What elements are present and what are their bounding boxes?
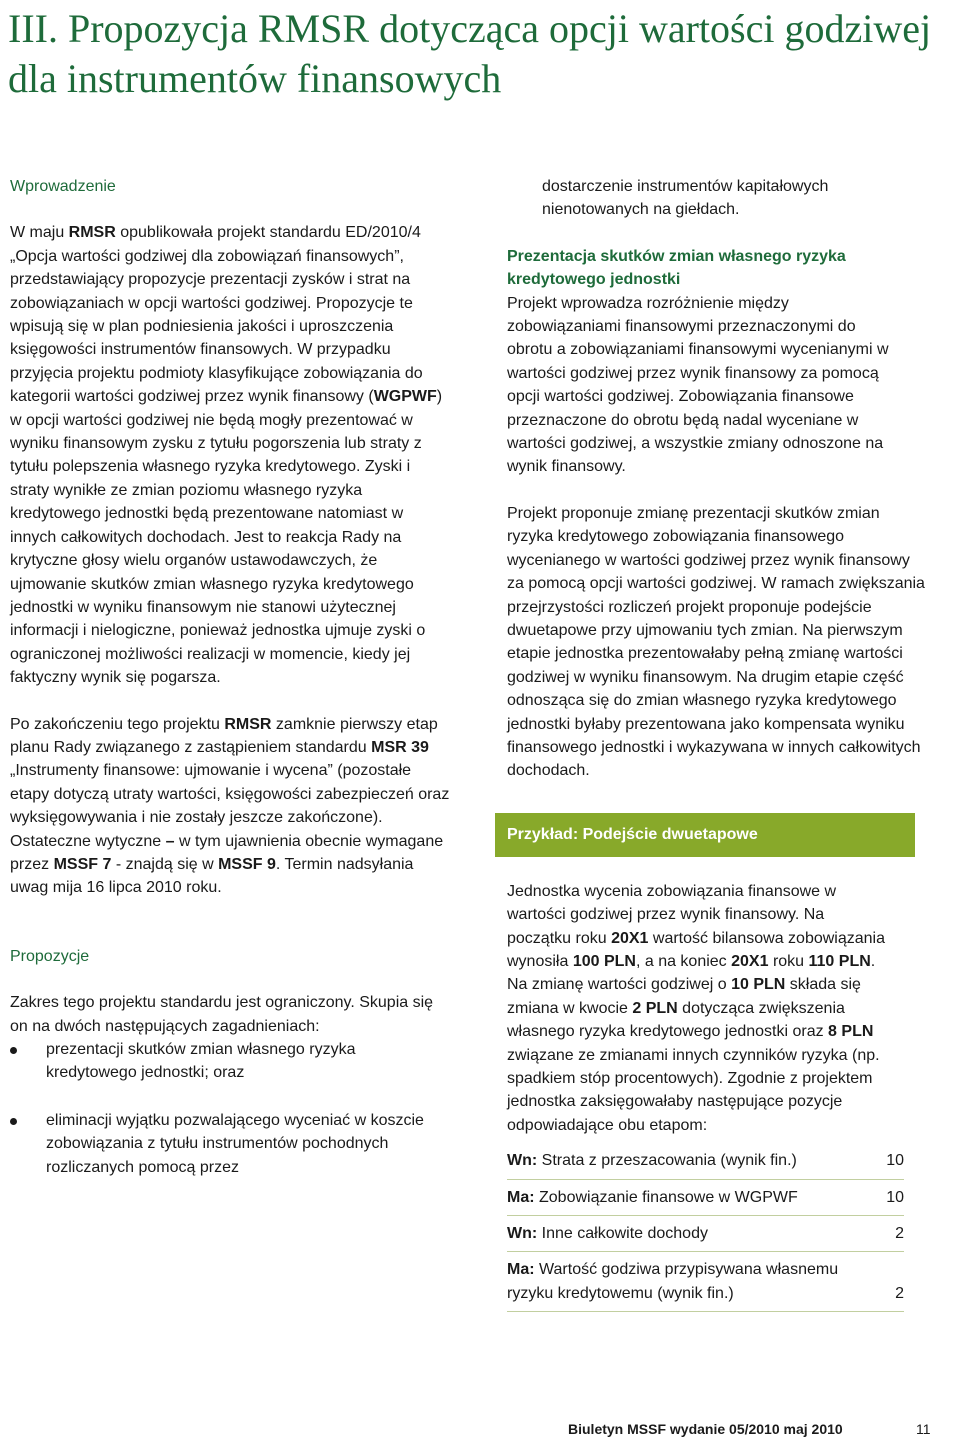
section-heading-wprowadzenie: Wprowadzenie [10, 178, 116, 195]
journal-entry-row: Ma: Zobowiązanie finansowe w WGPWF 10 [507, 1180, 904, 1216]
journal-entry-row: Wn: Inne całkowite dochody 2 [507, 1216, 904, 1252]
proposals-list [10, 1038, 450, 1179]
subsection-heading: Prezentacja skutków zmian własnego ryzyka kredytowego jednostki [507, 247, 846, 289]
journal-entry-row: Wn: Strata z przeszacowania (wynik fin.) 10 [507, 1143, 904, 1179]
left-column [10, 175, 450, 1179]
bullet-icon [10, 1118, 17, 1125]
section-heading-propozycje: Propozycje [10, 947, 90, 965]
continued-text: dostarczenie instrumentów kapitałowych nienotowanych na giełdach. [542, 178, 829, 219]
page-title: III. Propozycja RMSR dotycząca opcji wartości godziwej dla instrumentów finansowych [8, 6, 932, 101]
right-column [507, 175, 927, 1312]
page-number: 11 [916, 1421, 931, 1437]
distinction-paragraph: Projekt wprowadza rozróżnienie między zobowiązaniami finansowymi przeznaczonymi do obrotu a zobowiązaniami finansowymi wycenianymi w wartości godziwej przez wynik finansowy za pomocą opcji wartości godziwej. Zobowiązania finansowe przeznaczone do obrotu będą nadal wyceniane w wartości godziwej, a wszystkie zmiany odnoszone na wynik finansowy. [507, 294, 889, 476]
journal-entries [507, 1143, 927, 1312]
list-item: prezentacji skutków zmian własnego ryzyka kredytowego jednostki; oraz [10, 1038, 450, 1085]
journal-entry-row: Ma: Wartość godziwa przypisywana własnemu ryzyku kredytowemu (wynik fin.) 2 [507, 1252, 904, 1312]
footer-publication: Biuletyn MSSF wydanie 05/2010 maj 2010 [568, 1421, 843, 1437]
intro-paragraph: W maju RMSR opublikowała projekt standardu ED/2010/4 „Opcja wartości godziwej dla zobowiązań finansowych”, przedstawiający propozycje prezentacji zysków i strat na zobowiązaniach w opcji wartości godziwej. Propozycje te wpisują się w plan podniesienia jakości i uproszczenia księgowości instrumentów finansowych. W przypadku przyjęcia projektu podmioty klasyfikujące zobowiązania do kategorii wartości godziwej przez wynik finansowy (WGPWF) w opcji wartości godziwej nie będą mogły prezentować w wyniku finansowym zysku z tytułu pogorszenia lub straty z tytułu polepszenia własnego ryzyka kredytowego. Zyski i straty wynikłe ze zmian poziomu własnego ryzyka kredytowego jednostki będą prezentowane natomiast w innych całkowitych dochodach. Jest to reakcja Rady na krytyczne głosy wielu organów ustawodawczych, że ujmowanie skutków zmian własnego ryzyka kredytowego jednostki w wyniku finansowym nie stanowi użytecznej informacji i nielogiczne, ponieważ jednostka ujmuje zyski o ograniczonej możliwości realizacji w momencie, kiedy jej faktyczny wynik się pogarsza. [10, 224, 443, 687]
proposals-paragraph: Zakres tego projektu standardu jest ograniczony. Skupia się on na dwóch następujących zagadnieniach: [10, 994, 434, 1035]
proposal-paragraph: Projekt proponuje zmianę prezentacji skutków zmian ryzyka kredytowego zobowiązania finansowego wycenianego w wartości godziwej przez wynik finansowy za pomocą opcji wartości godziwej. W ramach zwiększania przejrzystości rozliczeń projekt proponuje podejście dwuetapowe przy ujmowaniu tych zmian. Na pierwszym etapie jednostka prezentowałaby pełną zmianę wartości godziwej w wyniku finansowym. Na drugim etapie część odnosząca się do zmian własnego ryzyka kredytowego jednostki byłaby prezentowana jako kompensata wyniku finansowego jednostki i wykazywana w innych całkowitych dochodach. [507, 504, 925, 780]
example-paragraph: Jednostka wycenia zobowiązania finansowe w wartości godziwej przez wynik finansowy. Na początku roku 20X1 wartość bilansowa zobowiązania wynosiła 100 PLN, a na koniec 20X1 roku 110 PLN. Na zmianę wartości godziwej o 10 PLN składa się zmiana w kwocie 2 PLN dotycząca zwiększenia własnego ryzyka kredytowego jednostki oraz 8 PLN związane ze zmianami innych czynników ryzyka (np. spadkiem stóp procentowych). Zgodnie z projektem jednostka zaksięgowałaby następujące pozycje odpowiadające obu etapom: [507, 882, 886, 1134]
completion-paragraph: Po zakończeniu tego projektu RMSR zamknie pierwszy etap planu Rady związanego z zastąpieniem standardu MSR 39 „Instrumenty finansowe: ujmowanie i wycena” (pozostałe etapy dotyczą utraty wartości, księgowości zabezpieczeń oraz wyksięgowywania i nie zostały jeszcze zakończone). Ostateczne wytyczne – w tym ujawnienia obecnie wymagane przez MSSF 7 - znajdą się w MSSF 9. Termin nadsyłania uwag mija 16 lipca 2010 roku. [10, 715, 450, 897]
example-title-box: Przykład: Podejście dwuetapowe [495, 813, 915, 857]
bullet-icon [10, 1047, 17, 1054]
list-item: eliminacji wyjątku pozwalającego wyceniać w koszcie zobowiązania z tytułu instrumentów pochodnych rozliczanych pomocą przez [10, 1109, 450, 1179]
